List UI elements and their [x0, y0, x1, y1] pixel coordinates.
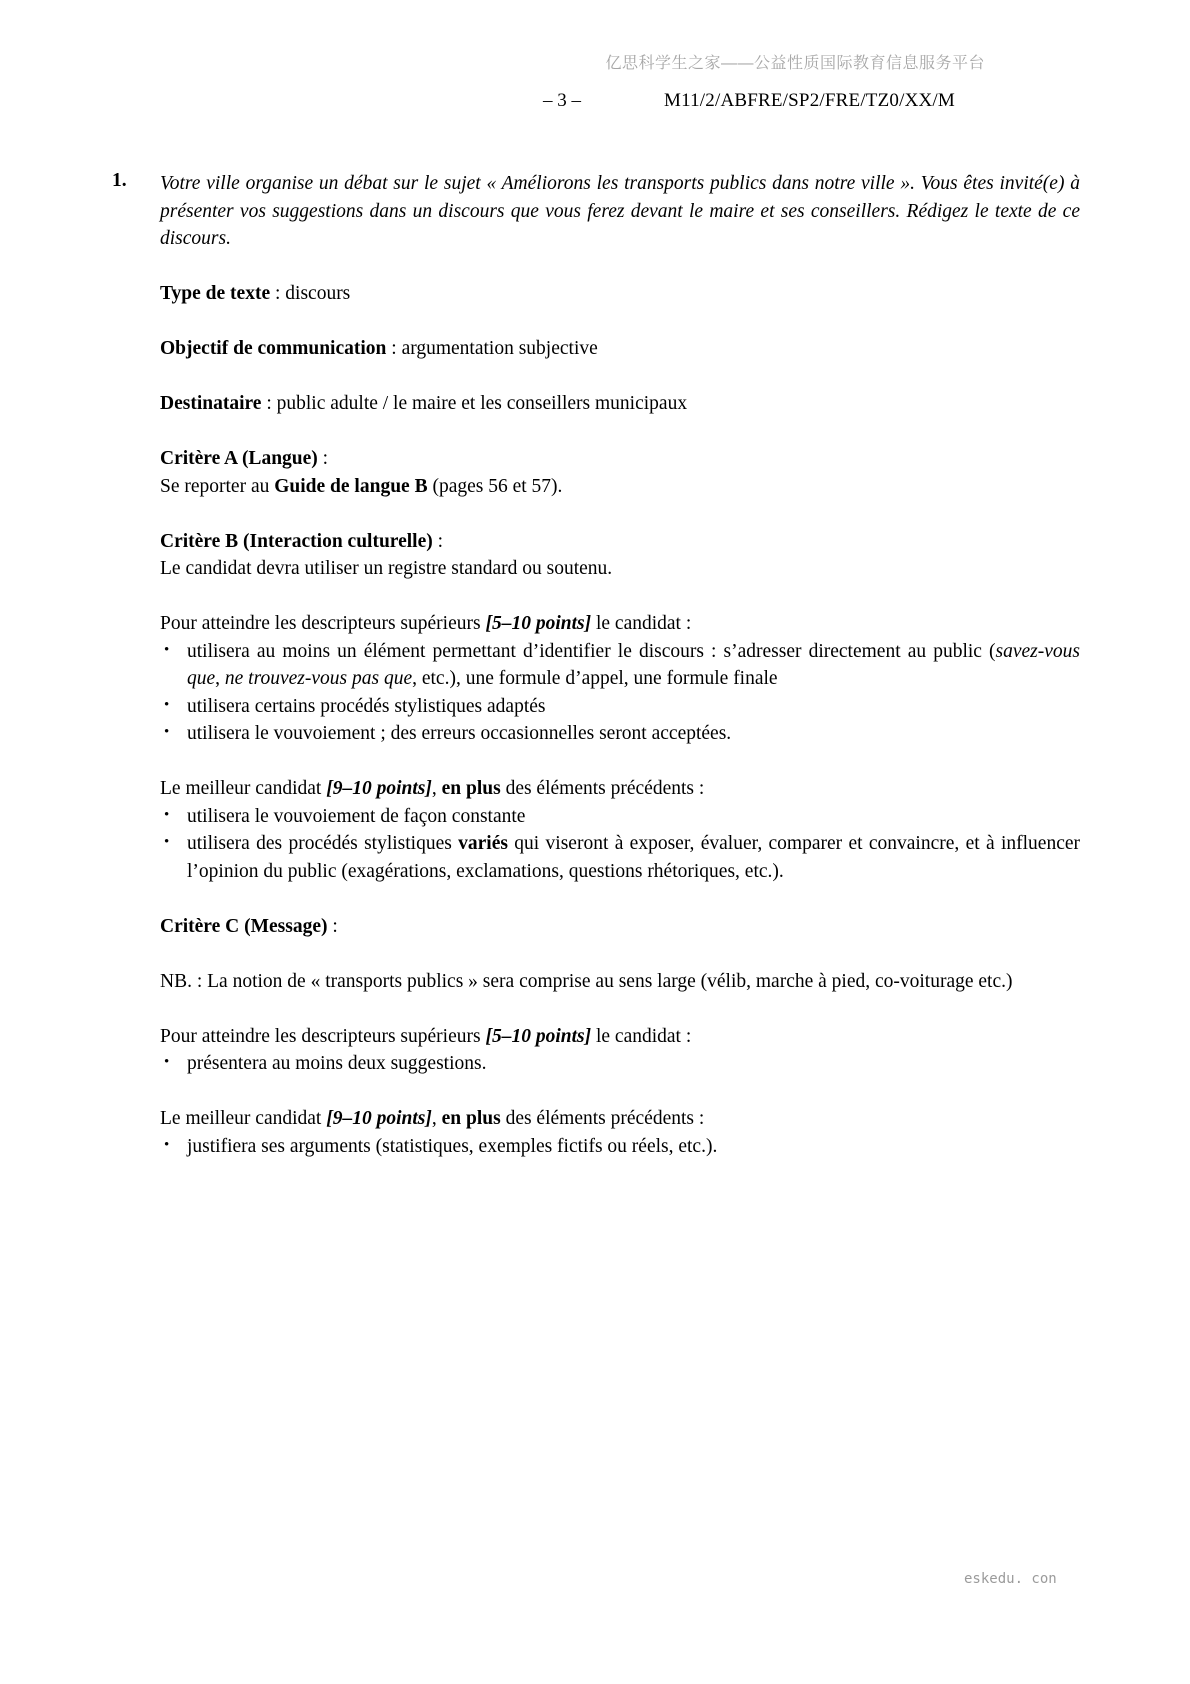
critere-a-body-bold: Guide de langue B [274, 475, 428, 497]
critere-c-section [160, 913, 1080, 941]
critere-a-heading [160, 445, 1080, 473]
intro-post: des éléments précédents : [500, 1108, 705, 1129]
field-label: Destinataire [160, 393, 262, 414]
intro-pre: Pour atteindre les descripteurs supérieurs [160, 613, 486, 634]
critere-b-registre-line: Le candidat devra utiliser un registre standard ou soutenu. [160, 558, 613, 579]
field-separator: : [261, 393, 277, 414]
critere-a-body-post: (pages 56 et 57). [427, 475, 563, 497]
intro-mid: , [431, 778, 442, 799]
critere-a-body-pre: Se reporter au [160, 475, 275, 497]
critere-b-superior-block [160, 610, 1080, 748]
bullet-item [160, 1050, 1080, 1078]
bullet-text: qui viseront à exposer, évaluer, comparer et convaincre, et à influencer l’opinion du public (exagérations, exclamations, questions rhétoriques, etc.). [187, 833, 1080, 882]
field-value: public adulte / le maire et les conseillers municipaux [276, 393, 688, 414]
points-range: [9–10 points] [326, 778, 432, 799]
critere-c-title: Critère C (Message) [160, 915, 328, 937]
points-range: [5–10 points] [485, 613, 592, 634]
bullet-text: , etc.), une formule d’appel, une formule finale [412, 668, 778, 689]
points-range: [9–10 points] [326, 1108, 432, 1129]
field-destinataire [160, 390, 1080, 418]
critere-b-best-intro [160, 775, 1080, 803]
bullet-item [160, 720, 1080, 748]
bullet-item [160, 803, 1080, 831]
top-watermark-text: 亿思科学生之家——公益性质国际教育信息服务平台 [605, 55, 985, 72]
bullet-icon: • [164, 641, 170, 658]
critere-a-title: Critère A (Langue) [160, 448, 318, 469]
bullet-text-italic: savez-vous que [187, 640, 1080, 689]
intro-post: le candidat : [591, 613, 692, 634]
bullet-text-italic: ne trouvez-vous pas que [224, 668, 413, 689]
critere-a-section [160, 445, 1080, 500]
intro-en-plus: en plus [441, 778, 501, 799]
bullet-text-bold: variés [458, 833, 508, 854]
intro-pre: Le meilleur candidat [160, 778, 327, 799]
bullet-item [160, 1133, 1080, 1161]
bullet-text: utilisera le vouvoiement ; des erreurs occasionnelles seront acceptées. [187, 723, 732, 744]
bullet-text: utilisera certains procédés stylistiques adaptés [187, 695, 546, 717]
bullet-item [160, 830, 1080, 885]
field-separator: : [386, 338, 402, 359]
bullet-text: , [215, 668, 225, 689]
bullet-text: utilisera le vouvoiement de façon constante [187, 805, 526, 827]
critere-c-heading [160, 913, 1080, 941]
critere-b-best-block [160, 775, 1080, 885]
critere-a-colon: : [317, 448, 329, 469]
bullet-text: justifiera ses arguments (statistiques, exemples fictifs ou réels, etc.). [187, 1135, 718, 1157]
bullet-icon: • [164, 806, 170, 823]
field-label: Type de texte [160, 283, 271, 304]
bullet-icon: • [164, 1054, 170, 1070]
critere-b-heading [160, 528, 1080, 556]
intro-post: des éléments précédents : [500, 778, 705, 799]
critere-c-best-block [160, 1105, 1080, 1160]
page-number: – 3 – [543, 90, 581, 111]
critere-a-body [160, 473, 1080, 501]
critere-b-section [160, 528, 1080, 583]
question-number: 1. [112, 170, 127, 191]
field-value: argumentation subjective [401, 338, 598, 359]
critere-b-title: Critère B (Interaction culturelle) [160, 530, 433, 552]
critere-c-nb-note: NB. : La notion de « transports publics » sera comprise au sens large (vélib, marche à pied, co-voiturage etc.) [160, 970, 1013, 992]
question-prompt: Votre ville organise un débat sur le sujet « Améliorons les transports publics dans notre ville ». Vous êtes invité(e) à présenter vos suggestions dans un discours que vous ferez devant le maire et ses conseillers. Rédigez le texte de ce discours. [160, 173, 1080, 249]
bullet-icon: • [164, 696, 170, 713]
bullet-icon: • [164, 834, 170, 850]
critere-c-colon: : [327, 915, 338, 937]
bottom-watermark-text: eskedu. con [964, 1571, 1057, 1587]
bullet-text: présentera au moins deux suggestions. [187, 1053, 487, 1074]
intro-pre: Le meilleur candidat [160, 1108, 327, 1129]
points-range: [5–10 points] [485, 1025, 592, 1047]
intro-pre: Pour atteindre les descripteurs supérieurs [160, 1025, 486, 1047]
bullet-text: utilisera des procédés stylistiques [187, 833, 459, 854]
bullet-icon: • [164, 724, 170, 740]
bullet-item [160, 638, 1080, 693]
critere-c-superior-block [160, 1023, 1080, 1078]
field-label: Objectif de communication [160, 338, 387, 359]
intro-en-plus: en plus [441, 1108, 501, 1129]
critere-b-superior-intro [160, 610, 1080, 638]
bullet-icon: • [164, 1136, 170, 1153]
bullet-text: utilisera au moins un élément permettant d’identifier le discours : s’adresser directement au public ( [187, 640, 996, 662]
critere-c-best-intro [160, 1105, 1080, 1133]
content-column [160, 170, 1080, 1160]
bullet-item [160, 693, 1080, 721]
field-value: discours [285, 283, 351, 304]
field-separator: : [270, 283, 286, 304]
field-type-de-texte [160, 280, 1080, 308]
exam-code: M11/2/ABFRE/SP2/FRE/TZ0/XX/M [664, 90, 956, 111]
critere-b-colon: : [432, 530, 444, 552]
intro-mid: , [431, 1108, 442, 1129]
intro-post: le candidat : [591, 1025, 692, 1047]
field-objectif-de-communication [160, 335, 1080, 363]
critere-c-superior-intro [160, 1023, 1080, 1051]
